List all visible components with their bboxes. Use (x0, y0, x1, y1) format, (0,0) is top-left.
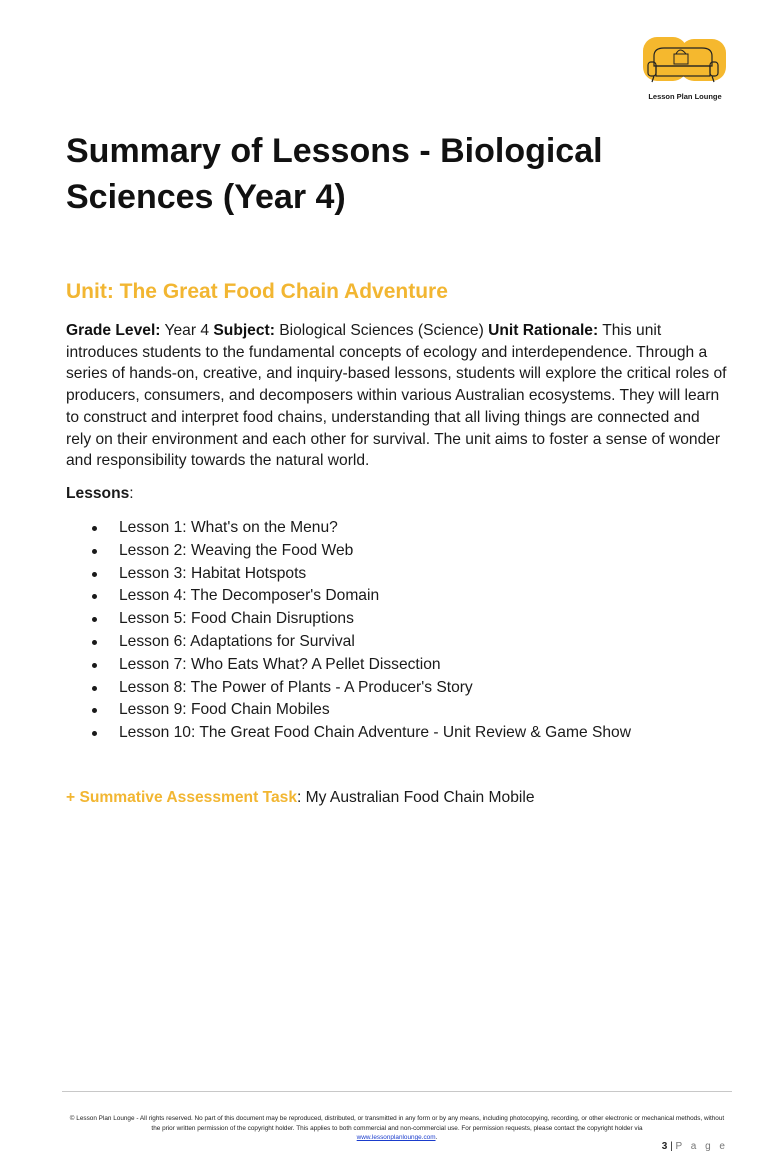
lesson-text: Lesson 9: Food Chain Mobiles (119, 701, 330, 719)
logo (640, 34, 730, 104)
website-link[interactable]: www.lessonplanlounge.com (356, 1134, 436, 1141)
list-item (66, 631, 631, 654)
list-item (66, 654, 631, 677)
footer-divider (62, 1091, 732, 1092)
assessment-value: My Australian Food Chain Mobile (305, 789, 535, 806)
unit-rationale-paragraph (66, 320, 728, 472)
unit-title: Unit: The Great Food Chain Adventure (66, 280, 448, 303)
lessons-label: Lessons (66, 485, 130, 502)
assessment-label: + Summative Assessment Task (66, 789, 297, 806)
list-item (66, 540, 631, 563)
bullet-icon (92, 663, 97, 668)
bullet-icon (92, 617, 97, 622)
lessons-heading: Lessons: (66, 485, 134, 502)
bullet-icon (92, 594, 97, 599)
bullet-icon (92, 640, 97, 645)
subject-value: Biological Sciences (Science) (279, 322, 484, 339)
logo-text: Lesson Plan Lounge (648, 92, 722, 101)
page-title: Summary of Lessons - Biological Sciences (Year 4) (66, 132, 603, 216)
lesson-text: Lesson 5: Food Chain Disruptions (119, 610, 354, 628)
rationale-text: This unit introduces students to the fundamental concepts of ecology and interdependence. Through a series of hands-on, creative, and inquiry-based lessons, students will explore the critical roles of producers, consumers, and decomposers within various Australian ecosystems. They will learn to construct and interpret food chains, understanding that all living things are connected and rely on their environment and each other for survival. The unit aims to foster a sense of wonder and responsibility towards the natural world. (66, 322, 727, 470)
bullet-icon (92, 549, 97, 554)
lesson-text: Lesson 6: Adaptations for Survival (119, 632, 355, 650)
bullet-icon (92, 572, 97, 577)
page-number: 3 | P a g e (661, 1141, 728, 1152)
list-item (66, 517, 631, 540)
bullet-icon (92, 708, 97, 713)
lesson-text: Lesson 3: Habitat Hotspots (119, 564, 307, 582)
grade-level-value: Year 4 (164, 322, 210, 339)
list-item (66, 699, 631, 722)
lesson-text: Lesson 7: Who Eats What? A Pellet Dissection (119, 655, 441, 673)
list-item (66, 722, 631, 745)
bullet-icon (92, 686, 97, 691)
sofa-logo-icon (640, 34, 730, 92)
page-number-value: 3 (661, 1141, 668, 1152)
lesson-list (66, 517, 631, 745)
rationale-label: Unit Rationale: (488, 322, 599, 339)
page-label: P a g e (675, 1141, 728, 1152)
list-item (66, 585, 631, 608)
summative-assessment: + Summative Assessment Task: My Australian Food Chain Mobile (66, 789, 535, 806)
lesson-text: Lesson 10: The Great Food Chain Adventure - Unit Review & Game Show (119, 724, 631, 742)
lesson-text: Lesson 8: The Power of Plants - A Producer's Story (119, 678, 473, 696)
list-item (66, 677, 631, 700)
bullet-icon (92, 526, 97, 531)
lesson-text: Lesson 2: Weaving the Food Web (119, 541, 354, 559)
footer-copyright: © Lesson Plan Lounge - All rights reserved. No part of this document may be reproduced, distributed, or transmitted in any form or by any means, including photocopying, recording, or other electronic or mechanical methods, without the prior written permission of the copyright holder. This applies to both commercial and non-commercial use. For permission requests, please contact the copyright holder via www.lessonplanlounge.com. (69, 1115, 725, 1141)
bullet-icon (92, 731, 97, 736)
lesson-text: Lesson 4: The Decomposer's Domain (119, 587, 380, 605)
copyright-text: © Lesson Plan Lounge - All rights reserved. No part of this document may be reproduced, distributed, or transmitted in any form or by any means, including photocopying, recording, or other electronic or mechanical methods, without the prior written permission of the copyright holder. This applies to both commercial and non-commercial use. For permission requests, please contact the copyright holder via (69, 1115, 725, 1132)
subject-label: Subject: (213, 322, 275, 339)
lesson-text: Lesson 1: What's on the Menu? (119, 519, 338, 536)
list-item (66, 608, 631, 631)
list-item (66, 563, 631, 586)
grade-level-label: Grade Level: (66, 322, 161, 339)
